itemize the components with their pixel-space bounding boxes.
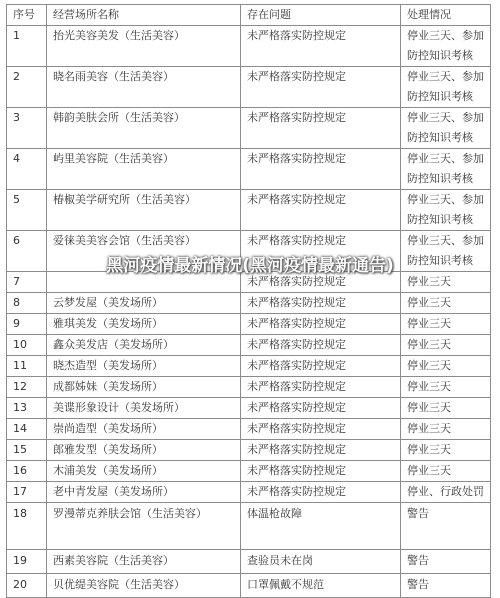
table-row: [7, 149, 491, 190]
cell-no: 5: [7, 190, 47, 231]
cell-no: 13: [7, 398, 47, 419]
cell-action: 停业三天: [401, 377, 491, 398]
table-row: [7, 26, 491, 67]
cell-issue: 未严格落实防控规定: [241, 67, 401, 108]
cell-name: 韩韵美肤会所（生活美容）: [47, 108, 241, 149]
cell-action: 停业、行政处罚: [401, 482, 491, 503]
cell-issue: 未严格落实防控规定: [241, 398, 401, 419]
cell-action: 停业三天、参加防控知识考核: [401, 190, 491, 231]
cell-no: 7: [7, 272, 47, 293]
cell-issue: 未严格落实防控规定: [241, 356, 401, 377]
cell-name: 椿椒美学研究所（生活美容）: [47, 190, 241, 231]
cell-issue: 查验员未在岗: [241, 550, 401, 574]
cell-action: 停业三天: [401, 272, 491, 293]
cell-no: 1: [7, 26, 47, 67]
cell-no: 14: [7, 419, 47, 440]
cell-issue: 体温枪故障: [241, 503, 401, 550]
cell-name: 木浦美发（美发场所）: [47, 461, 241, 482]
table-row: [7, 482, 491, 503]
table-row: [7, 293, 491, 314]
cell-name: 晓杰造型（美发场所）: [47, 356, 241, 377]
table-row: [7, 67, 491, 108]
header-action: 处理情况: [401, 5, 491, 26]
cell-action: 停业三天: [401, 356, 491, 377]
cell-action: 停业三天、参加防控知识考核: [401, 26, 491, 67]
cell-action: 停业三天: [401, 461, 491, 482]
cell-action: 警告: [401, 503, 491, 550]
cell-issue: 未严格落实防控规定: [241, 461, 401, 482]
cell-name: 抬光美容美发（生活美容）: [47, 26, 241, 67]
cell-name: 西素美容院（生活美容）: [47, 550, 241, 574]
cell-issue: 未严格落实防控规定: [241, 231, 401, 272]
cell-action: 停业三天、参加防控知识考核: [401, 67, 491, 108]
cell-no: 18: [7, 503, 47, 550]
cell-name: 雅琪美发（美发场所）: [47, 314, 241, 335]
cell-action: 停业三天: [401, 419, 491, 440]
cell-no: 16: [7, 461, 47, 482]
cell-issue: 未严格落实防控规定: [241, 482, 401, 503]
cell-action: 停业三天、参加防控知识考核: [401, 149, 491, 190]
cell-action: 停业三天: [401, 398, 491, 419]
table-row: [7, 377, 491, 398]
header-name: 经营场所名称: [47, 5, 241, 26]
cell-issue: 未严格落实防控规定: [241, 335, 401, 356]
cell-name: 成都姊妹（美发场所）: [47, 377, 241, 398]
table-row: [7, 550, 491, 574]
cell-action: 警告: [401, 574, 491, 598]
cell-name: 鑫众美发店（美发场所）: [47, 335, 241, 356]
inspection-table: [6, 4, 491, 598]
cell-action: 停业三天、参加防控知识考核: [401, 108, 491, 149]
cell-name: 屿里美容院（生活美容）: [47, 149, 241, 190]
table-row: [7, 356, 491, 377]
cell-action: 停业三天: [401, 293, 491, 314]
cell-issue: 未严格落实防控规定: [241, 149, 401, 190]
cell-no: 12: [7, 377, 47, 398]
table-row: [7, 419, 491, 440]
cell-no: 20: [7, 574, 47, 598]
cell-name: 罗漫蒂克养肤会馆（生活美容）: [47, 503, 241, 550]
table-row: [7, 440, 491, 461]
cell-issue: 未严格落实防控规定: [241, 377, 401, 398]
cell-issue: 未严格落实防控规定: [241, 293, 401, 314]
table-row: [7, 461, 491, 482]
table-row: [7, 108, 491, 149]
cell-name: 晓名雨美容（生活美容）: [47, 67, 241, 108]
cell-issue: 未严格落实防控规定: [241, 419, 401, 440]
cell-no: 15: [7, 440, 47, 461]
cell-no: 4: [7, 149, 47, 190]
cell-no: 19: [7, 550, 47, 574]
cell-issue: 未严格落实防控规定: [241, 190, 401, 231]
cell-no: 10: [7, 335, 47, 356]
cell-action: 停业三天、参加防控知识考核: [401, 231, 491, 272]
cell-name: 美谍形象设计（美发场所）: [47, 398, 241, 419]
header-issue: 存在问题: [241, 5, 401, 26]
cell-action: 停业三天: [401, 335, 491, 356]
cell-issue: 未严格落实防控规定: [241, 108, 401, 149]
cell-issue: 未严格落实防控规定: [241, 314, 401, 335]
cell-no: 2: [7, 67, 47, 108]
table-header-row: [7, 5, 491, 26]
cell-no: 9: [7, 314, 47, 335]
cell-no: 8: [7, 293, 47, 314]
cell-no: 11: [7, 356, 47, 377]
cell-action: 停业三天: [401, 440, 491, 461]
cell-no: 17: [7, 482, 47, 503]
table-row: [7, 314, 491, 335]
cell-name: 爱徕美美容会馆（生活美容）: [47, 231, 241, 272]
cell-action: 警告: [401, 550, 491, 574]
cell-issue: 未严格落实防控规定: [241, 26, 401, 67]
cell-name: 崇尚造型（美发场所）: [47, 419, 241, 440]
table-row: [7, 398, 491, 419]
cell-issue: 口罩佩戴不规范: [241, 574, 401, 598]
cell-issue: 未严格落实防控规定: [241, 440, 401, 461]
table-row: [7, 190, 491, 231]
overlay-title: 黑河疫情最新情况(黑河疫情最新通告): [106, 256, 394, 276]
header-no: 序号: [7, 5, 47, 26]
cell-issue: 未严格落实防控规定: [241, 272, 401, 293]
table-body: [7, 26, 491, 598]
table-row: [7, 503, 491, 550]
cell-no: 6: [7, 231, 47, 272]
cell-name: 贝优缇美容院（生活美容）: [47, 574, 241, 598]
cell-name: 郎雅发型（美发场所）: [47, 440, 241, 461]
table-row: [7, 335, 491, 356]
table-row: [7, 574, 491, 598]
cell-name: 云梦发屋（美发场所）: [47, 293, 241, 314]
cell-name: 老中青发屋（美发场所）: [47, 482, 241, 503]
cell-action: 停业三天: [401, 314, 491, 335]
cell-no: 3: [7, 108, 47, 149]
